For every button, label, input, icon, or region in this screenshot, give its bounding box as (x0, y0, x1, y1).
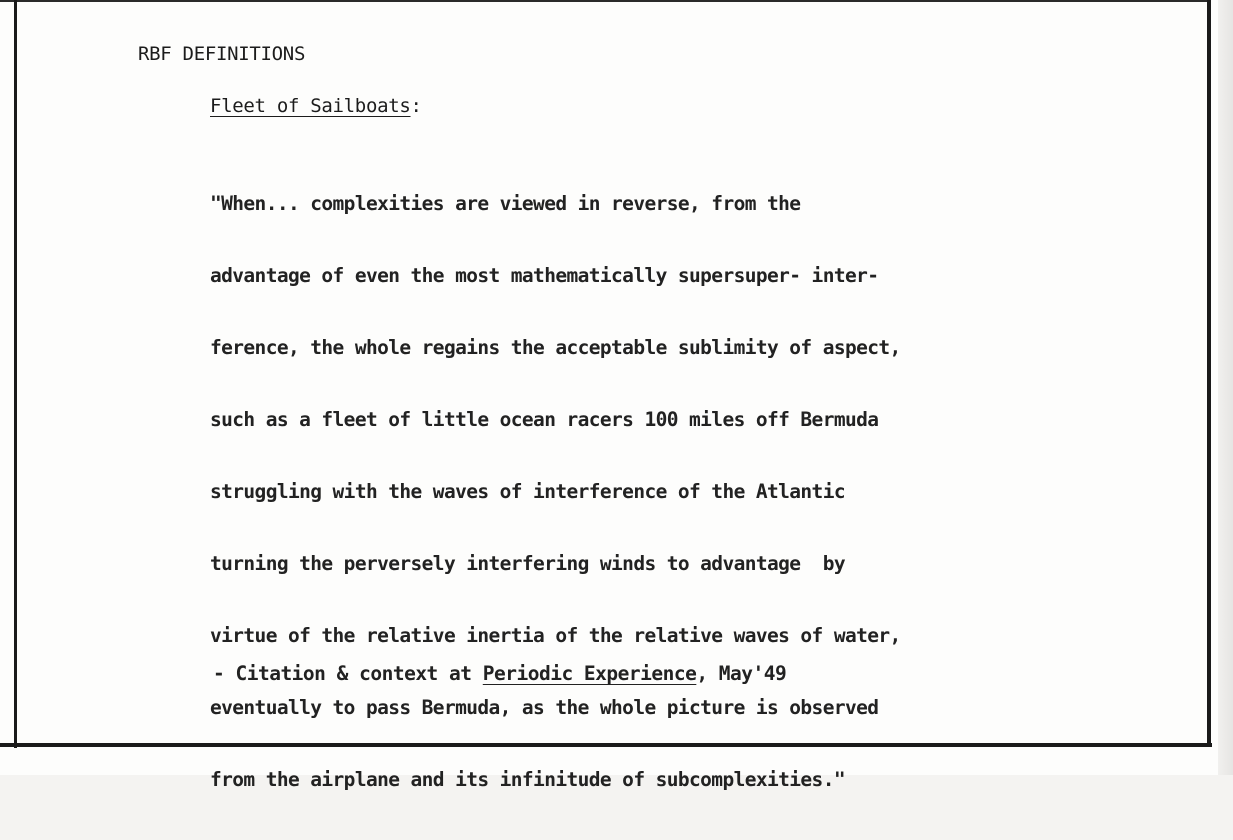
quote-line: struggling with the waves of interference of the Atlantic (210, 480, 845, 503)
quote-line: eventually to pass Bermuda, as the whole picture is observed (210, 696, 879, 719)
term-title: Fleet of Sailboats (210, 95, 411, 117)
citation-line (213, 662, 786, 685)
citation-prefix: - Citation & context at (213, 662, 483, 685)
citation-source: Periodic Experience (482, 662, 697, 685)
quote-line: ference, the whole regains the acceptable sublimity of aspect, (210, 336, 901, 359)
page-edge-shadow (1218, 0, 1233, 775)
document-heading: RBF DEFINITIONS (138, 43, 306, 65)
definition-term (210, 95, 422, 117)
quote-line: advantage of even the most mathematically supersuper- inter- (210, 264, 879, 287)
citation-date: , May'49 (696, 662, 787, 685)
card-border-right (1207, 0, 1211, 745)
definition-quote (210, 144, 901, 840)
card-border-top (0, 0, 1210, 2)
quote-line: virtue of the relative inertia of the relative waves of water, (210, 624, 901, 647)
quote-line: such as a fleet of little ocean racers 100 miles off Bermuda (210, 408, 879, 431)
quote-line: turning the perversely interfering winds to advantage by (210, 552, 845, 575)
card-border-left (14, 0, 17, 748)
quote-line: from the airplane and its infinitude of subcomplexities." (210, 768, 845, 791)
quote-line: "When... complexities are viewed in reverse, from the (210, 192, 801, 215)
term-colon: : (410, 95, 422, 117)
